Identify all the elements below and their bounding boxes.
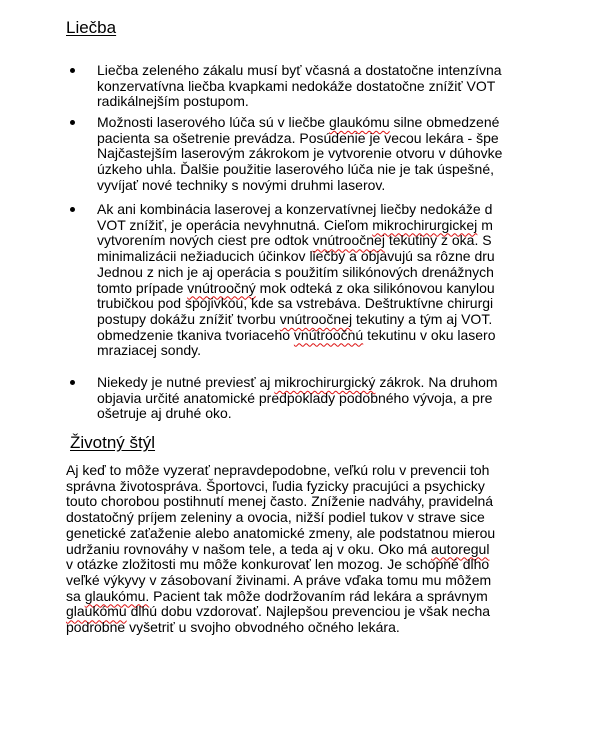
bullet-dot-icon [70, 380, 75, 385]
heading-zivotny-styl: Životný štýl [70, 433, 156, 452]
heading-liecba: Liečba [66, 18, 117, 37]
bullet-line: vytvorením nových ciest pre odtok vnútroočnej tekutiny z oka. S [97, 232, 492, 249]
paragraph-line: Aj keď to môže vyzerať nepravdepodobne, veľkú rolu v prevencii toh [66, 462, 490, 478]
spellcheck-word: vnútroočnej [279, 310, 353, 327]
paragraph-line: genetické zaťaženie alebo anatomické zmeny, ale podstatnou mierou [66, 524, 496, 541]
bullet-line: objavia určité anatomické predpoklady podobného vývoja, a pre [97, 389, 493, 406]
bullet-line: konzervatívna liečba kvapkami nedokáže dostatočne znížiť VOT [97, 77, 496, 94]
bullet-dot-icon [70, 68, 75, 73]
spellcheck-word: vnútroočnej [312, 232, 385, 249]
bullet-line: Najčastejším laserovým zákrokom je vytvorenie otvoru v dúhovke [97, 145, 503, 162]
bullet-line: VOT znížiť, je operácia nevyhnutná. Cieľom mikrochirurgickej m [97, 216, 493, 233]
bullet-line: Možnosti laserového lúča sú v liečbe glaukómu silne obmedzené [97, 114, 500, 130]
bullet-line: tomto prípade vnútroočný mok odteká z oka silikónovou kanylou [97, 279, 495, 296]
bullet-line: radikálnejším postupom. [97, 93, 249, 110]
bullet-line: vyvíjať nové techniky s novými druhmi laserov. [97, 176, 386, 193]
bullet-line: trubičkou pod spojivkou, kde sa vstrebáva. Deštruktívne chirurgi [97, 295, 494, 312]
bullet-line: Jednou z nich je aj operácia s použitím silikónových drenážnych [97, 263, 494, 280]
bullet-line: obmedzenie tkaniva tvoriaceho vnútroočnú tekutinu v oku lasero [97, 326, 496, 343]
paragraph-line: udržaniu rovnováhy v našom tele, a teda aj v oku. Oko má autoregul [66, 540, 490, 557]
spellcheck-word: vnútroočnú [293, 326, 364, 343]
paragraph-line: dostatočný príjem zeleniny a ovocia, nižší podiel tukov v strave sice [66, 509, 485, 526]
paragraph-line: podrobne vyšetriť u svojho obvodného očného lekára. [66, 619, 400, 635]
paragraph-line: glaukómu dlhú dobu vzdorovať. Najlepšou prevenciou je však necha [66, 603, 491, 620]
bullet-dot-icon [70, 120, 75, 125]
spellcheck-word: glaukómu [328, 114, 390, 130]
paragraph-line: sa glaukómu. Pacient tak môže dodržovaním rád lekára a správnym [66, 587, 488, 604]
paragraph-line: v otázke zložitosti mu môže konkurovať len mozog. Je schopné dlho [66, 556, 490, 573]
spellcheck-word: glaukómu. [84, 587, 150, 604]
bullet-line: postupy dokážu znížiť tvorbu vnútroočnej tekutiny a tým aj VOT. [97, 310, 493, 327]
paragraph-line: správna životospráva. Športovci, ľudia fyzicky pracujúci a psychicky [66, 477, 485, 494]
paragraph-line: veľké výkyvy v zásobovaní živinami. A práve vďaka tomu mu môžem [66, 571, 492, 588]
bullet-line: mraziacej sondy. [97, 342, 202, 359]
bullet-line: Niekedy je nutné previesť aj mikrochirurgický zákrok. Na druhom [97, 374, 498, 390]
bullet-line: úzkeho uhla. Ďalšie použitie laserového lúča nie je tak úspešné, [97, 161, 494, 178]
paragraph-line: touto chorobou postihnutí menej často. Zníženie nadváhy, pravidelná [66, 493, 494, 510]
bullet-line: Liečba zeleného zákalu musí byť včasná a dostatočne intenzívna [97, 62, 502, 78]
spellcheck-word: autoregul [431, 540, 490, 557]
bullet-line: ošetruje aj druhé oko. [97, 405, 232, 422]
spellcheck-word: vnútroočný [187, 279, 256, 296]
bullet-line: minimalizácii nežiaducich účinkov liečby a objavujú sa rôzne dru [97, 248, 495, 265]
spellcheck-word: mikrochirurgický [274, 374, 376, 390]
spellcheck-word: mikrochirurgickej [372, 216, 478, 233]
bullet-dot-icon [70, 207, 75, 212]
spellcheck-word: glaukómu [66, 603, 127, 620]
bullet-line: Ak ani kombinácia laserovej a konzervatívnej liečby nedokáže d [97, 201, 493, 217]
bullet-line: pacienta sa ošetrenie prevádza. Posúdenie je vecou lekára - špe [97, 129, 499, 146]
